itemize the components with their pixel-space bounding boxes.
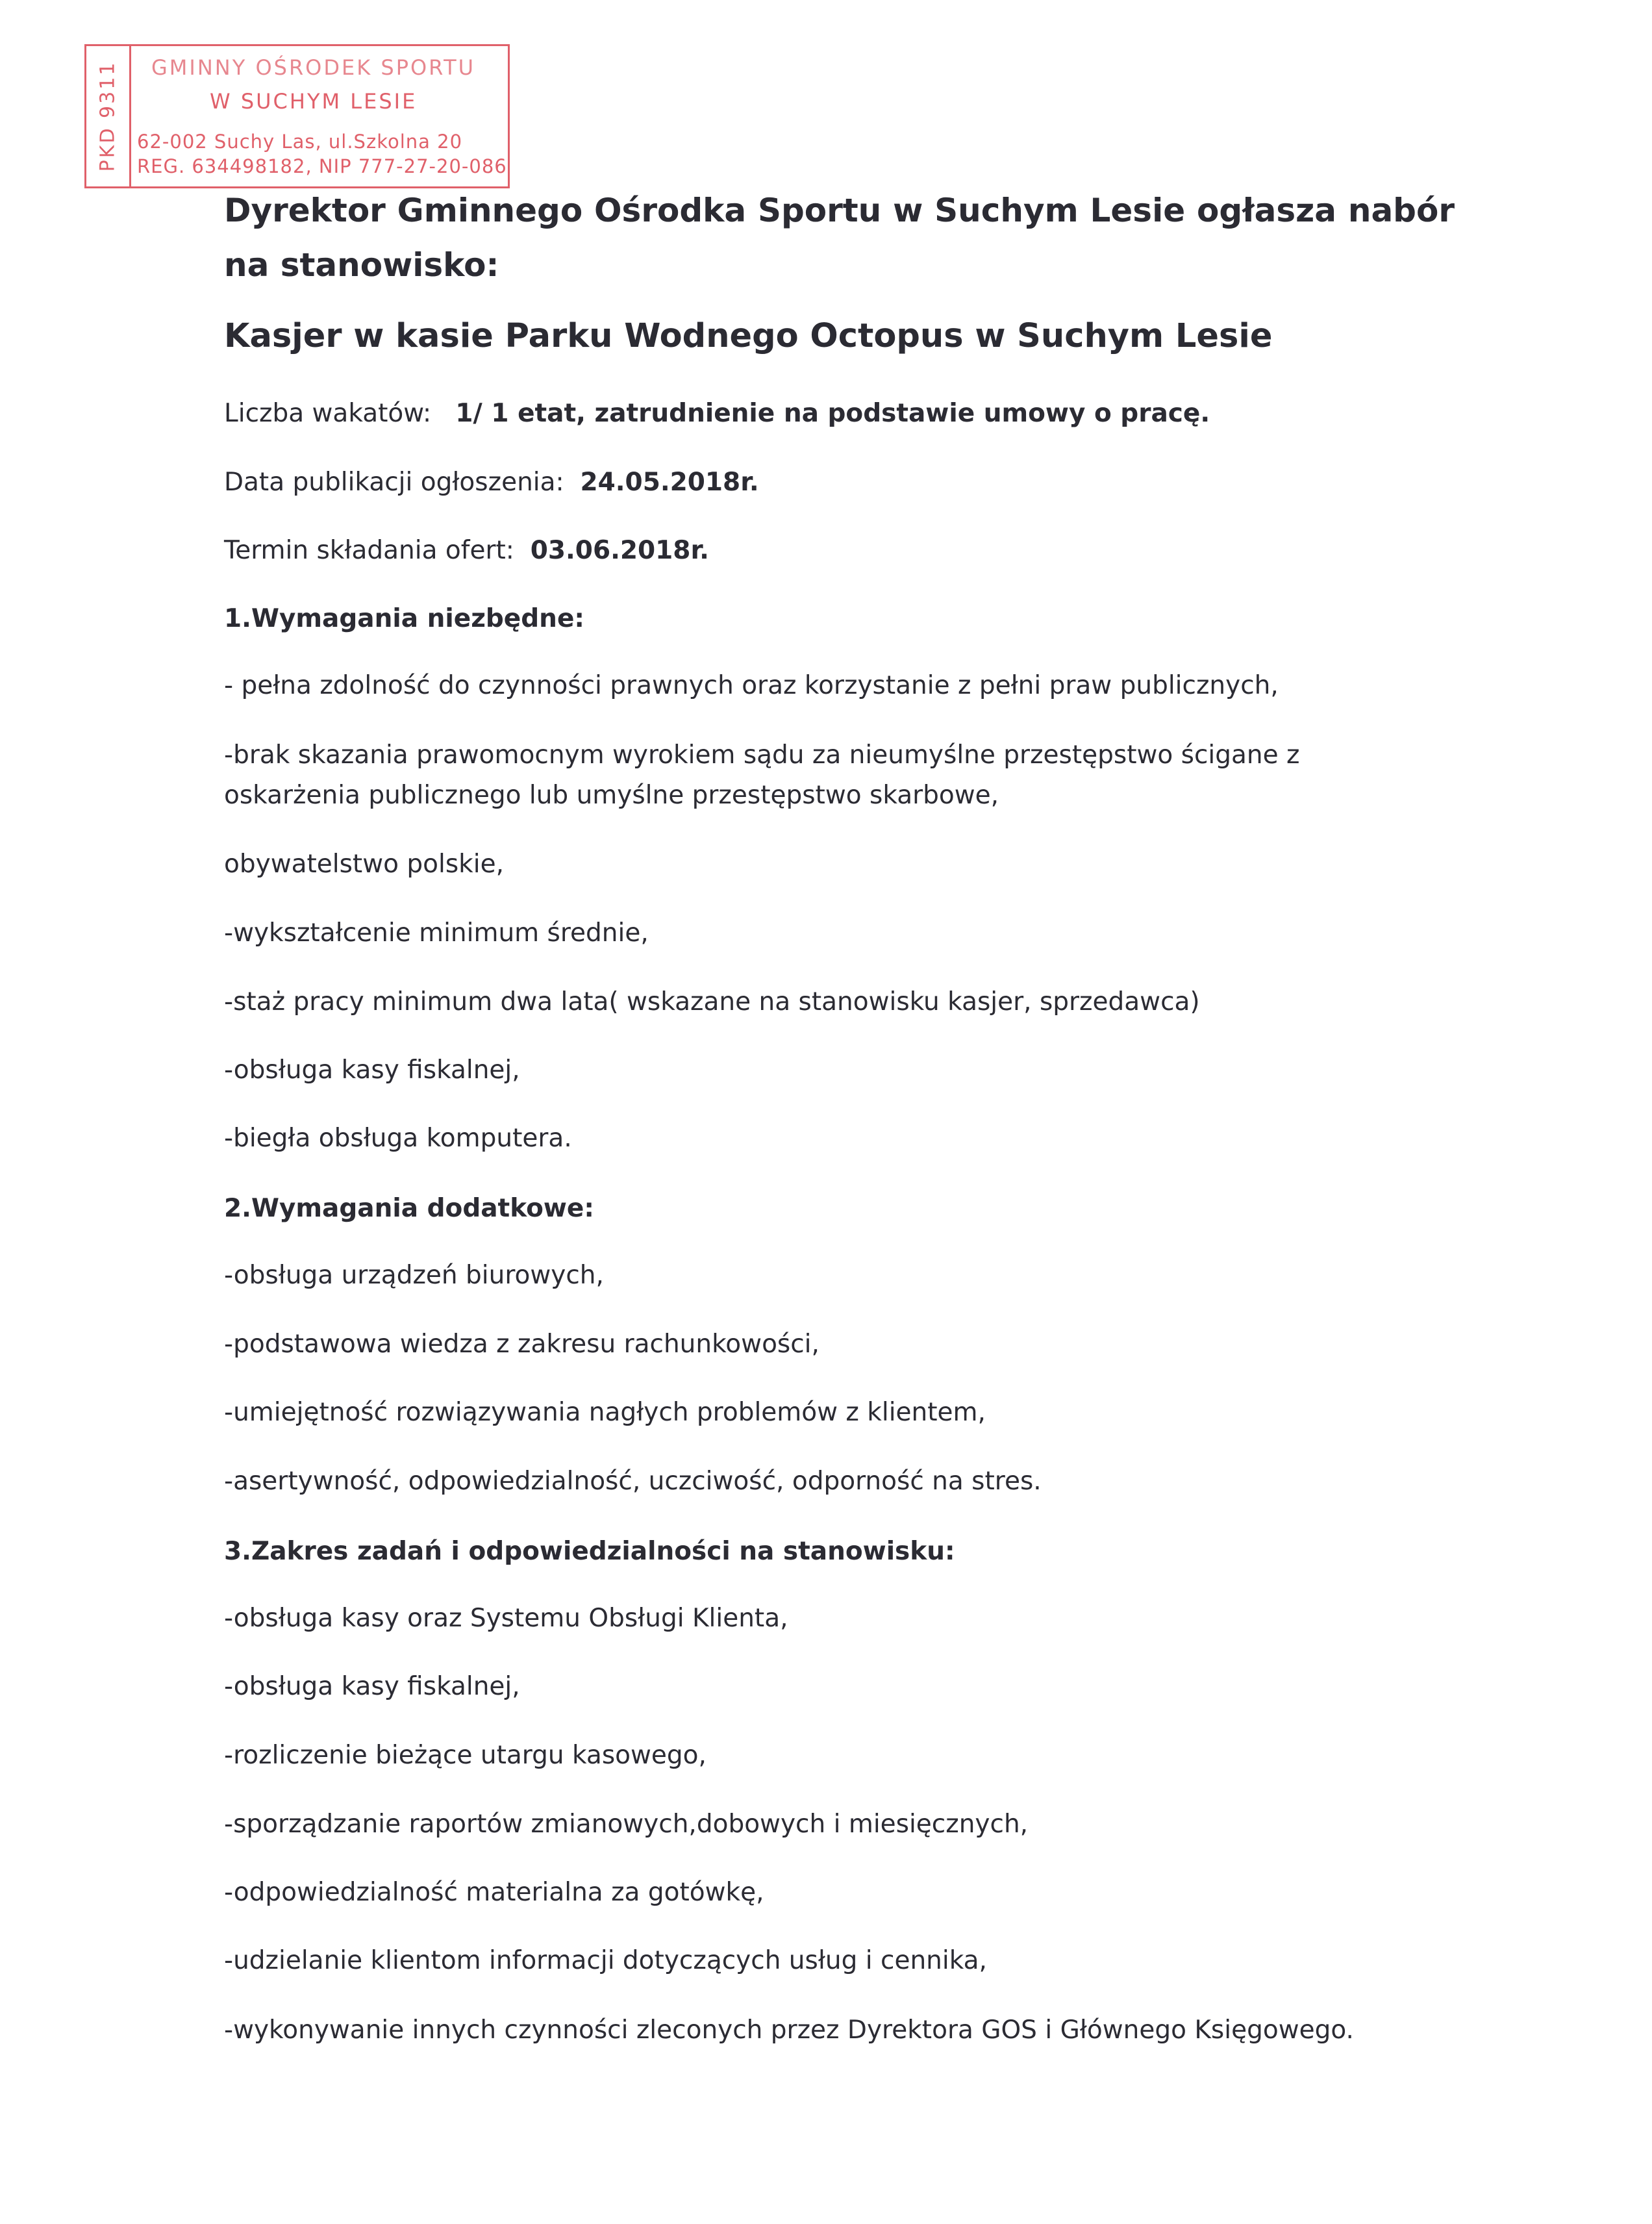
stamp-line-address: 62-002 Suchy Las, ul.Szkolna 20: [137, 131, 463, 153]
list-item: -brak skazania prawomocnym wyrokiem sądu za nieumyślne przestępstwo ścigane z oskarżenia publicznego lub umyślne przestępstwo skarbowe,: [224, 740, 1300, 810]
publication-date-line: [224, 468, 759, 497]
section-title-additional: 2.Wymagania dodatkowe:: [224, 1194, 594, 1223]
deadline-label: Termin składania ofert:: [224, 536, 514, 565]
announcement-heading: Dyrektor Gminnego Ośrodka Sportu w Suchym Lesie ogłasza nabór na stanowisko:: [224, 192, 1455, 284]
list-item: -obsługa kasy fiskalnej,: [224, 1672, 520, 1701]
list-item: -obsługa kasy oraz Systemu Obsługi Klienta,: [224, 1604, 788, 1633]
list-item: -wykształcenie minimum średnie,: [224, 918, 649, 948]
section-title-required: 1.Wymagania niezbędne:: [224, 604, 584, 633]
stamp-code-box: [86, 46, 131, 186]
list-item: -obsługa kasy fiskalnej,: [224, 1055, 520, 1085]
publication-date-label: Data publikacji ogłoszenia:: [224, 468, 564, 497]
list-item: -sporządzanie raportów zmianowych,dobowych i miesięcznych,: [224, 1810, 1029, 1839]
list-item: -rozliczenie bieżące utargu kasowego,: [224, 1741, 707, 1770]
list-item: -udzielanie klientom informacji dotyczących usług i cennika,: [224, 1946, 987, 1975]
job-title: Kasjer w kasie Parku Wodnego Octopus w Suchym Lesie: [224, 317, 1273, 355]
list-item: -odpowiedzialność materialna za gotówkę,: [224, 1878, 764, 1907]
list-item: -obsługa urządzeń biurowych,: [224, 1261, 604, 1290]
stamp-pkd-code: PKD 9311: [96, 60, 119, 172]
list-item: -podstawowa wiedza z zakresu rachunkowości,: [224, 1330, 820, 1359]
deadline-line: [224, 536, 709, 565]
list-item: -umiejętność rozwiązywania nagłych problemów z klientem,: [224, 1398, 986, 1427]
stamp-line-name: GMINNY OŚRODEK SPORTU: [151, 55, 476, 80]
deadline-value: 03.06.2018r.: [530, 536, 709, 565]
list-item: -asertywność, odpowiedzialność, uczciwość, odporność na stres.: [224, 1467, 1042, 1496]
section-title-responsibilities: 3.Zakres zadań i odpowiedzialności na stanowisku:: [224, 1537, 955, 1566]
institution-stamp: [84, 44, 510, 188]
stamp-line-location: W SUCHYM LESIE: [210, 89, 418, 114]
list-item: - pełna zdolność do czynności prawnych oraz korzystanie z pełni praw publicznych,: [224, 671, 1279, 700]
publication-date-value: 24.05.2018r.: [580, 468, 759, 497]
list-item: obywatelstwo polskie,: [224, 850, 504, 879]
vacancies-label: Liczba wakatów:: [224, 399, 432, 428]
list-item: -biegła obsługa komputera.: [224, 1124, 572, 1153]
list-item: -wykonywanie innych czynności zleconych przez Dyrektora GOS i Głównego Księgowego.: [224, 2016, 1354, 2045]
vacancies-line: [224, 399, 1210, 428]
vacancies-value: 1/ 1 etat, zatrudnienie na podstawie umowy o pracę.: [455, 399, 1210, 428]
list-item: -staż pracy minimum dwa lata( wskazane na stanowisku kasjer, sprzedawca): [224, 987, 1200, 1017]
stamp-line-registration: REG. 634498182, NIP 777-27-20-086: [137, 155, 507, 177]
